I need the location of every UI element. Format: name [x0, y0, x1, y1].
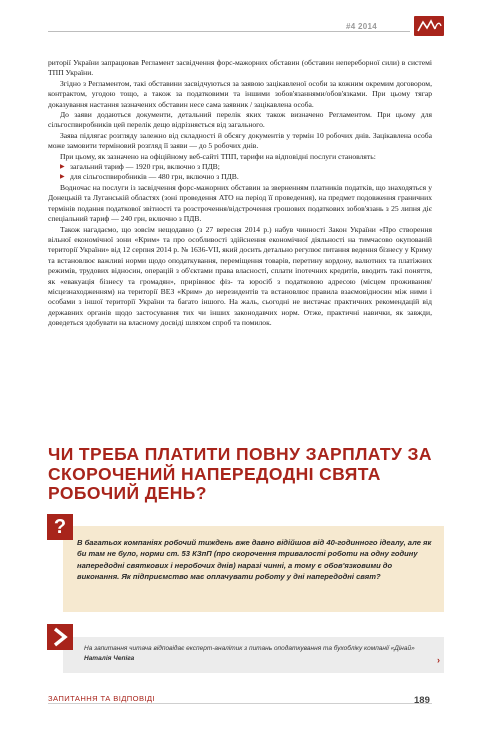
page-number: 189	[414, 695, 430, 706]
paragraph: Згідно з Регламентом, такі обставини засвідчуються за заявою зацікавленої особи за кожним окремим договором, контрактом, угодою тощо, а також за податковими та іншими зобов'язаннями/обов'язками. При цьому тягар доказування настання зазначених обставин несе сама заявник / зацікавлена особа.	[48, 78, 432, 109]
answer-arrow-icon	[47, 624, 73, 650]
issue-number: #4 2014	[346, 22, 378, 31]
paragraph: До заяви додаються документи, детальний перелік яких також визначено Регламентом. При цьому для сільгоспвиробників цей перелік дещо відрізняється від загального.	[48, 110, 432, 130]
paragraph: При цьому, як зазначено на офіційному веб-сайті ТПП, тарифи на відповідні послуги становлять:	[60, 151, 376, 161]
tariff-list	[48, 162, 432, 183]
paragraph: Заява підлягає розгляду залежно від складності й обсягу документів у термін 10 робочих днів. Зацікавлена особа може замовити терміновий розгляд її заяви — до 5 робочих днів.	[48, 130, 432, 151]
list-item	[48, 172, 432, 182]
article-body	[48, 58, 432, 329]
list-item-text: для сільгоспвиробників — 480 грн, включно з ПДВ.	[70, 172, 239, 182]
question-text: В багатьох компаніях робочий тиждень вже давно відійшов від 40-годинного ідеалу, але як би там не було, норми ст. 53 КЗпП (про скорочення тривалості роботи на одну годину напередодні святкових і неробочих днів) наразі чинні, а тому є обов'язковими до виконання. Як підприємство має оплачувати роботу у дні напередодні свят?	[77, 538, 432, 582]
list-item	[48, 162, 432, 172]
page-header	[0, 14, 482, 36]
paragraph: Водночас на послуги із засвідчення форс-мажорних обставин за зверненням платників податків, що знаходяться у Донецькій та Луганській областях (зоні проведення АТО на період її проведення), на предмет подовження граничних термінів подання податкової звітності та розстрочення/відстрочення грошових податкових зобов'язань з 25 липня діє спеціальний тариф — 240 грн, включно з ПДВ.	[48, 182, 432, 224]
footer-rule	[48, 703, 432, 704]
list-item-text: загальний тариф — 1920 грн, включно з ПДВ;	[70, 162, 220, 172]
logo-icon	[414, 16, 444, 36]
continue-arrow-icon: ›	[437, 655, 440, 665]
paragraph: Також нагадаємо, що зовсім нещодавно (з 27 вересня 2014 р.) набув чинності Закон України «Про створення вільної економічної зони «Крим» та про особливості здійснення економічної діяльності на тимчасово окупованій території України» від 12 серпня 2014 р. № 1636-VII, який досить детально регулює питання ведення бізнесу у Криму та встановлює важливі норми щодо оподаткування, переміщення товарів, перетину кордону, валютних та платіжних режимів, трудових відносин, операцій з об'єктами права власності, сплати іпотечних кредитів, вводить такі поняття, як «евакуація бізнесу та громадян», прирівнює фіз- та юросіб з податковою адресою (місцем проживання/місцезнаходженням) на території ВЕЗ «Крим» до нерезидентів та встановлює правила взаємовідносин між ними і особами з іншої території України та багато іншого. На жаль, сьогодні не вистачає практичних рекомендацій від державних органів щодо застосування тих чи інших законодавчих норм. Отже, практичні навички, як завжди, доведеться здобувати на власному досвіді шляхом спроб та помилок.	[48, 224, 432, 328]
header-rule	[48, 31, 410, 32]
answer-attribution	[84, 644, 434, 664]
question-mark-icon: ?	[47, 514, 73, 540]
paragraph: риторії України запрацював Регламент засвідчення форс-мажорних обставин (обставин непереборної сили) в системі ТПП України.	[48, 58, 432, 78]
magazine-logo	[414, 16, 444, 36]
question-heading: ЧИ ТРЕБА ПЛАТИТИ ПОВНУ ЗАРПЛАТУ ЗА СКОРОЧЕНИЙ НАПЕРЕДОДНІ СВЯТА РОБОЧИЙ ДЕНЬ?	[48, 444, 432, 503]
bullet-icon: ▶	[60, 174, 65, 181]
expert-name: Наталія Чепіга	[84, 655, 135, 662]
bullet-icon: ▶	[60, 164, 65, 171]
section-title: ЗАПИТАННЯ ТА ВІДПОВІДІ	[48, 694, 155, 703]
attribution-text: На запитання читача відповідає експерт-аналітик з питань оподаткування та бухобліку компанії «Дінай»	[84, 645, 415, 652]
